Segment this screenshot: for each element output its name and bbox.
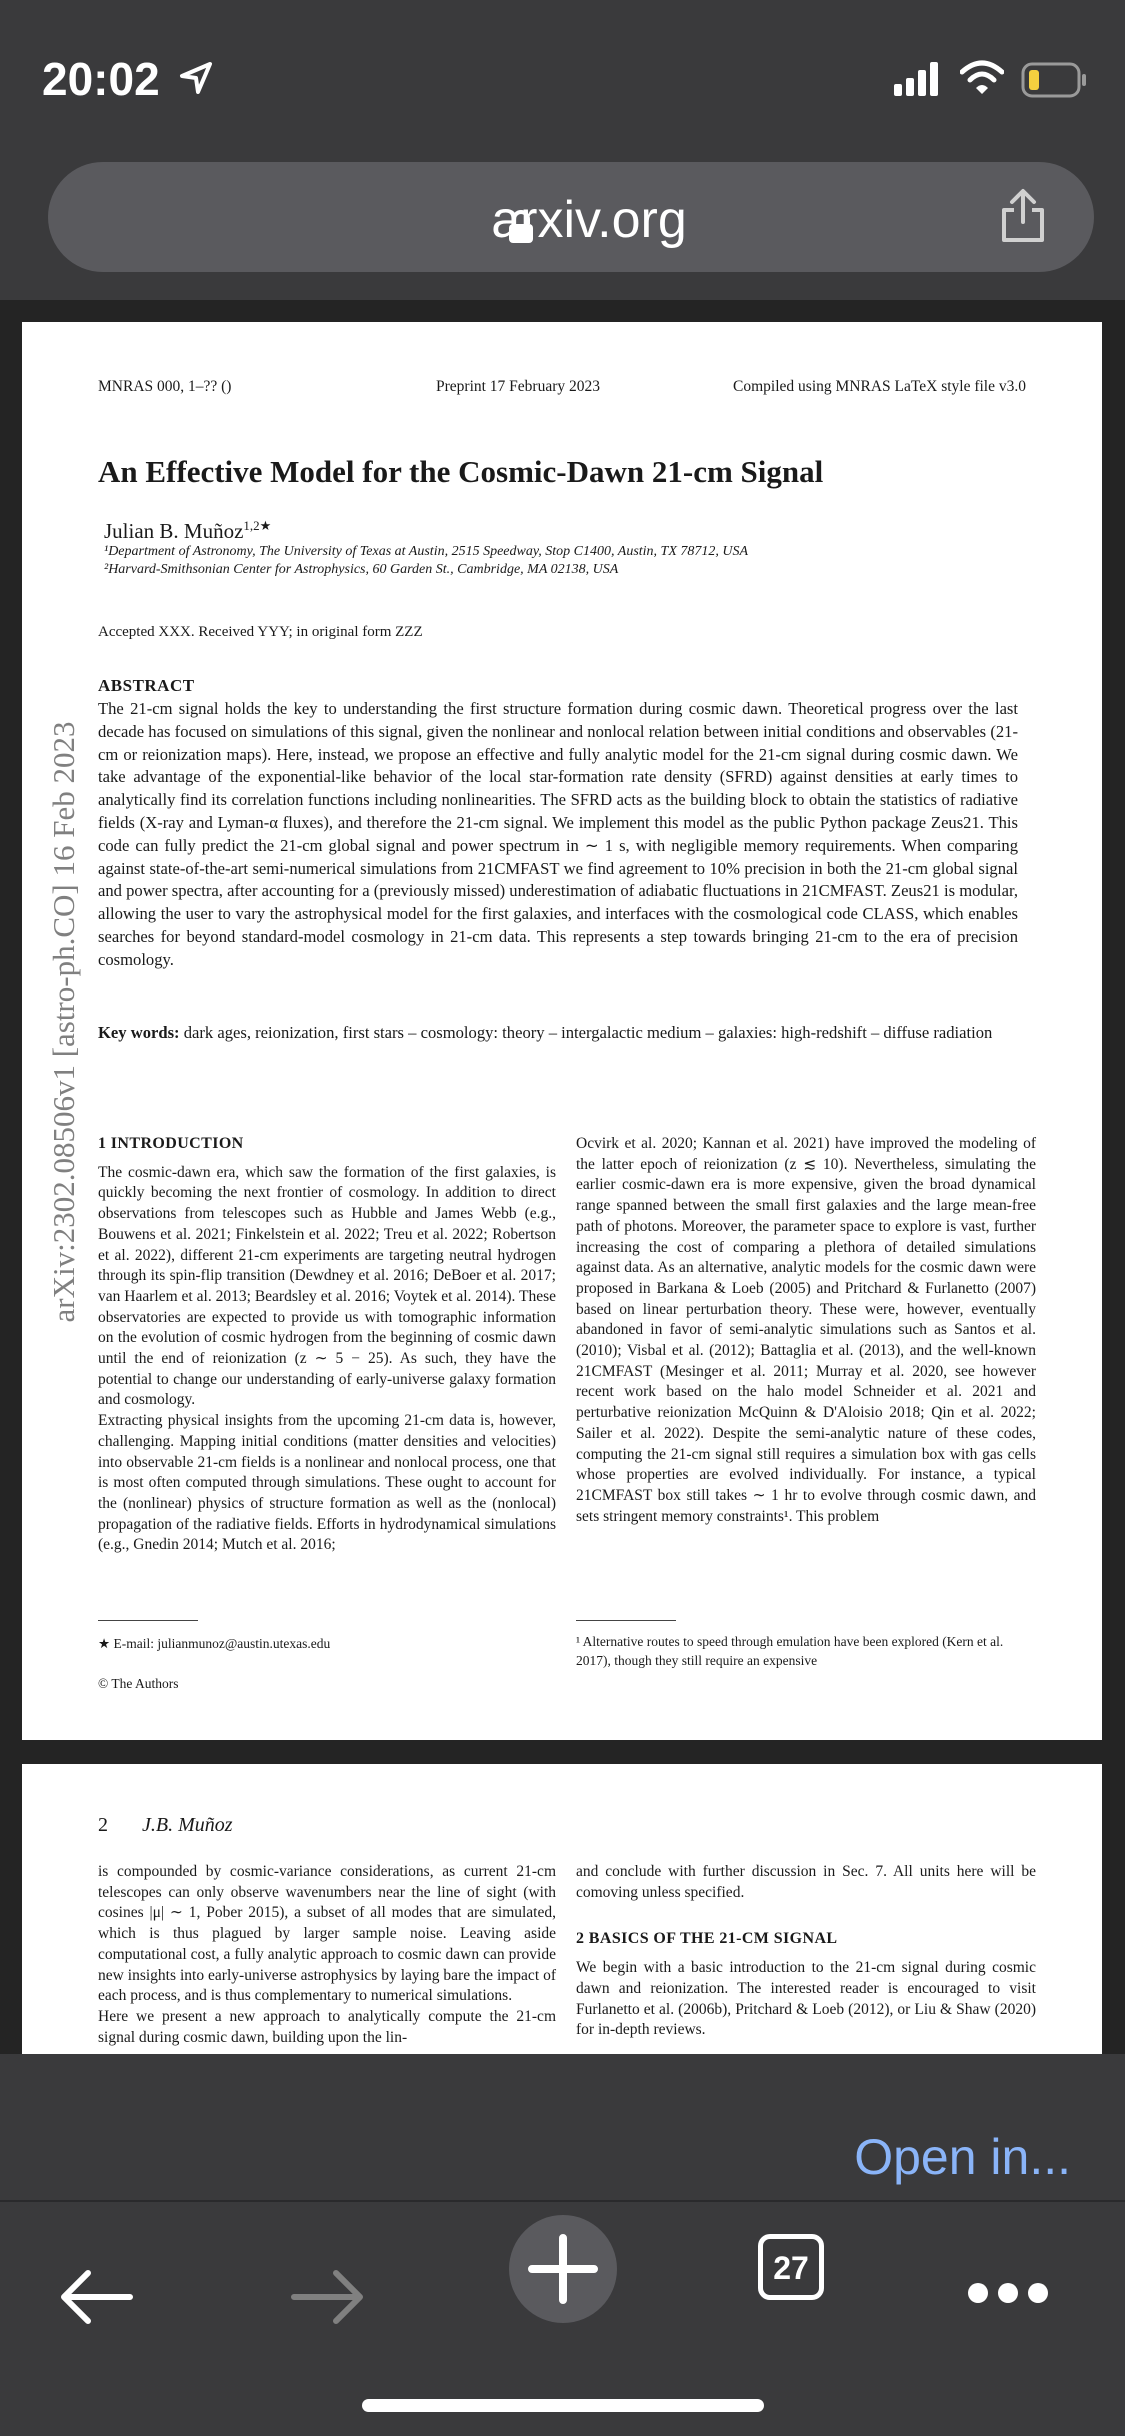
author-name: Julian B. Muñoz$^{1,2★}$ (104, 518, 272, 543)
preprint-date: Preprint 17 February 2023 (436, 378, 601, 395)
keywords: Key words: dark ages, reionization, first stars – cosmology: theory – intergalactic medium – galaxies: high-redshift – diffuse radiation (98, 1023, 993, 1042)
share-icon[interactable] (998, 188, 1048, 244)
page2-left-column: is compounded by cosmic-variance considerations, as current 21-cm telescopes can only observe wavenumbers near the line of sight (with cosines |μ| ∼ 1, Pober 2015), a subset of all modes that are simulated, which is thus plagued by larger sample noise. Leaving aside computational cost, a fully analytic approach to cosmic dawn can provide new insights into early-universe astrophysics by laying bare the impact of each process, and is thus complementary to numerical simulations. Here we present a new approach to analytically compute the 21-cm signal during cosmic dawn, building upon the lin- (98, 1863, 556, 2046)
paper-title: An Effective Model for the Cosmic-Dawn 21-cm Signal (98, 454, 824, 489)
cellular-signal-icon (893, 62, 941, 96)
pdf-page-1 (22, 322, 1102, 1740)
home-indicator[interactable] (362, 2399, 764, 2412)
page-number: 2 (98, 1814, 108, 1836)
battery-icon (1021, 62, 1087, 98)
affiliation-1: ¹Department of Astronomy, The University of Texas at Austin, 2515 Speedway, Stop C1400, Austin, TX 78712, USA (104, 544, 749, 559)
forward-arrow-icon[interactable] (290, 2267, 366, 2327)
abstract-text: The 21-cm signal holds the key to understanding the first structure formation during cosmic dawn. Theoretical progress over the last decade has focused on simulations of this signal, given the nonlinear and nonlocal relation between initial conditions and observables (21-cm or reionization maps). Here, instead, we propose an effective and fully analytic model for the 21-cm signal during cosmic dawn. We take advantage of the exponential-like behavior of the local star-formation rate density (SFRD) against densities at early times to analytically find its correlation functions including nonlinearities. The SFRD acts as the building block to obtain the statistics of radiative fields (X-ray and Lyman-α fluxes), and therefore the 21-cm signal. We implement this model as the public Python package Zeus21. This code can fully predict the 21-cm global signal and power spectrum in ∼ 1 s, with negligible memory requirements. When comparing against state-of-the-art semi-numerical simulations from 21CMFAST we find agreement to 10% precision in both the 21-cm global signal and power spectra, after accounting for a (previously missed) underestimation of adiabatic fluctuations in 21CMFAST. Zeus21 is modular, allowing the user to vary the astrophysical model for the first galaxies, and interfaces with the cosmological code CLASS, which enables searches for beyond standard-model cosmology in 21-cm data. This represents a step towards bringing 21-cm to the era of precision cosmology. (98, 699, 1018, 969)
copyright: © The Authors (98, 1676, 179, 1691)
url-text: arxiv.org (491, 191, 687, 249)
affiliation-2: ²Harvard-Smithsonian Center for Astrophysics, 60 Garden St., Cambridge, MA 02138, USA (104, 562, 619, 577)
intro-paragraph-2: Extracting physical insights from the upcoming 21-cm data is, however, challenging. Mapping initial conditions (matter densities and velocities) into observable 21-cm fields is a nonlinear and nonlocal process, one that is most often computed through simulations. These ought to account for the (nonlinear) physics of structure formation as well as the (nonlocal) propagation of the radiative fields. Efforts in hydrodynamical simulations (e.g., Gnedin 2014; Mutch et al. 2016; (98, 1412, 556, 1554)
status-time: 20:02 (42, 53, 160, 105)
right-column: Ocvirk et al. 2020; Kannan et al. 2021) have improved the modeling of the latter epoch of reionization (z ≲ 10). Nevertheless, simulating the earlier cosmic-dawn era is more expensive, given the broad dynamical range spanned between the small first galaxies and the large mean-free path of photons. Moreover, the parameter space to explore is vast, further increasing the cost of comparing a plethora of detailed simulations against data. As an alternative, analytic models for the cosmic dawn were proposed in Barkana & Loeb (2005) and Pritchard & Furlanetto (2007) based on linear perturbation theory. These were, however, eventually abandoned in favor of semi-analytic simulations such as Santos et al. (2010); Visbal et al. (2012); Battaglia et al. (2013), and the well-known 21CMFAST (Mesinger et al. 2011; Murray et al. 2020, see however recent work based on the halo model Schneider et al. 2021 and perturbative reionization McQuinn & D'Aloisio 2018; Qin et al. 2022; Sailer et al. 2022). Despite the semi-analytic nature of these codes, computing the 21-cm signal still requires a simulation box with gas cells whose properties are evolved individually. For instance, a typical 21CMFAST box still takes ∼ 1 hr to evolve through cosmic dawn, and sets stringent memory constraints¹. This problem (576, 1135, 1036, 1525)
location-arrow-icon (178, 60, 214, 96)
running-head: J.B. Muñoz (142, 1814, 233, 1836)
footnote-right: ¹ Alternative routes to speed through emulation have been explored (Kern et al. 2017), though they still require an expensive (576, 1634, 1004, 1668)
section2-heading: 2 BASICS OF THE 21-CM SIGNAL (576, 1930, 838, 1948)
pdf-page-2 (22, 1764, 1102, 2054)
footnote-email: ★ E-mail: julianmunoz@austin.utexas.edu (98, 1636, 331, 1651)
new-tab-icon[interactable] (508, 2214, 618, 2324)
open-in-button[interactable]: Open in... (854, 2129, 1071, 2185)
journal-header: MNRAS 000, 1–?? () (98, 378, 232, 395)
compiled-note: Compiled using MNRAS LaTeX style file v3.0 (733, 378, 1026, 395)
status-bar (0, 0, 1125, 150)
wifi-icon (960, 60, 1004, 96)
back-arrow-icon[interactable] (58, 2267, 134, 2327)
arxiv-identifier: arXiv:2302.08506v1 [astro-ph.CO] 16 Feb 2023 (46, 721, 81, 1323)
browser-bottom-bar (0, 2054, 1125, 2436)
left-column (98, 1134, 556, 1556)
abstract-heading: ABSTRACT (98, 676, 195, 695)
address-bar[interactable] (48, 162, 1094, 272)
more-options-icon[interactable] (966, 2281, 1050, 2305)
tab-switcher-button[interactable]: 27 (758, 2234, 824, 2300)
intro-paragraph-1: The cosmic-dawn era, which saw the formation of the first galaxies, is quickly becoming the next frontier of cosmology. In addition to direct observations from telescopes such as Hubble and James Webb (e.g., Bouwens et al. 2021; Finkelstein et al. 2022; Treu et al. 2022; Robertson et al. 2022), different 21-cm experiments are targeting neutral hydrogen through its spin-flip transition (Dewdney et al. 2016; DeBoer et al. 2017; van Haarlem et al. 2013; Beardsley et al. 2016; Voytek et al. 2014). These observatories are expected to provide us with tomographic information on the evolution of cosmic hydrogen from the beginning of cosmic dawn until the end of reionization (z ∼ 5 − 25). As such, they have the potential to change our understanding of early-universe galaxy formation and cosmology. (98, 1163, 556, 1409)
accepted-line: Accepted XXX. Received YYY; in original form ZZZ (98, 624, 423, 640)
browser-header (0, 150, 1125, 300)
page2-right-column: and conclude with further discussion in Sec. 7. All units here will be comoving unless specified. 2 BASICS OF THE 21-CM SIGNAL We begin with a basic introduction to the 21-cm signal during cosmic dawn and reionization. The interested reader is encouraged to visit Furlanetto et al. (2006b), Pritchard & Loeb (2012), or Liu & Shaw (2020) for in-depth reviews. (576, 1863, 1036, 2039)
introduction-heading: 1 INTRODUCTION (98, 1135, 244, 1152)
